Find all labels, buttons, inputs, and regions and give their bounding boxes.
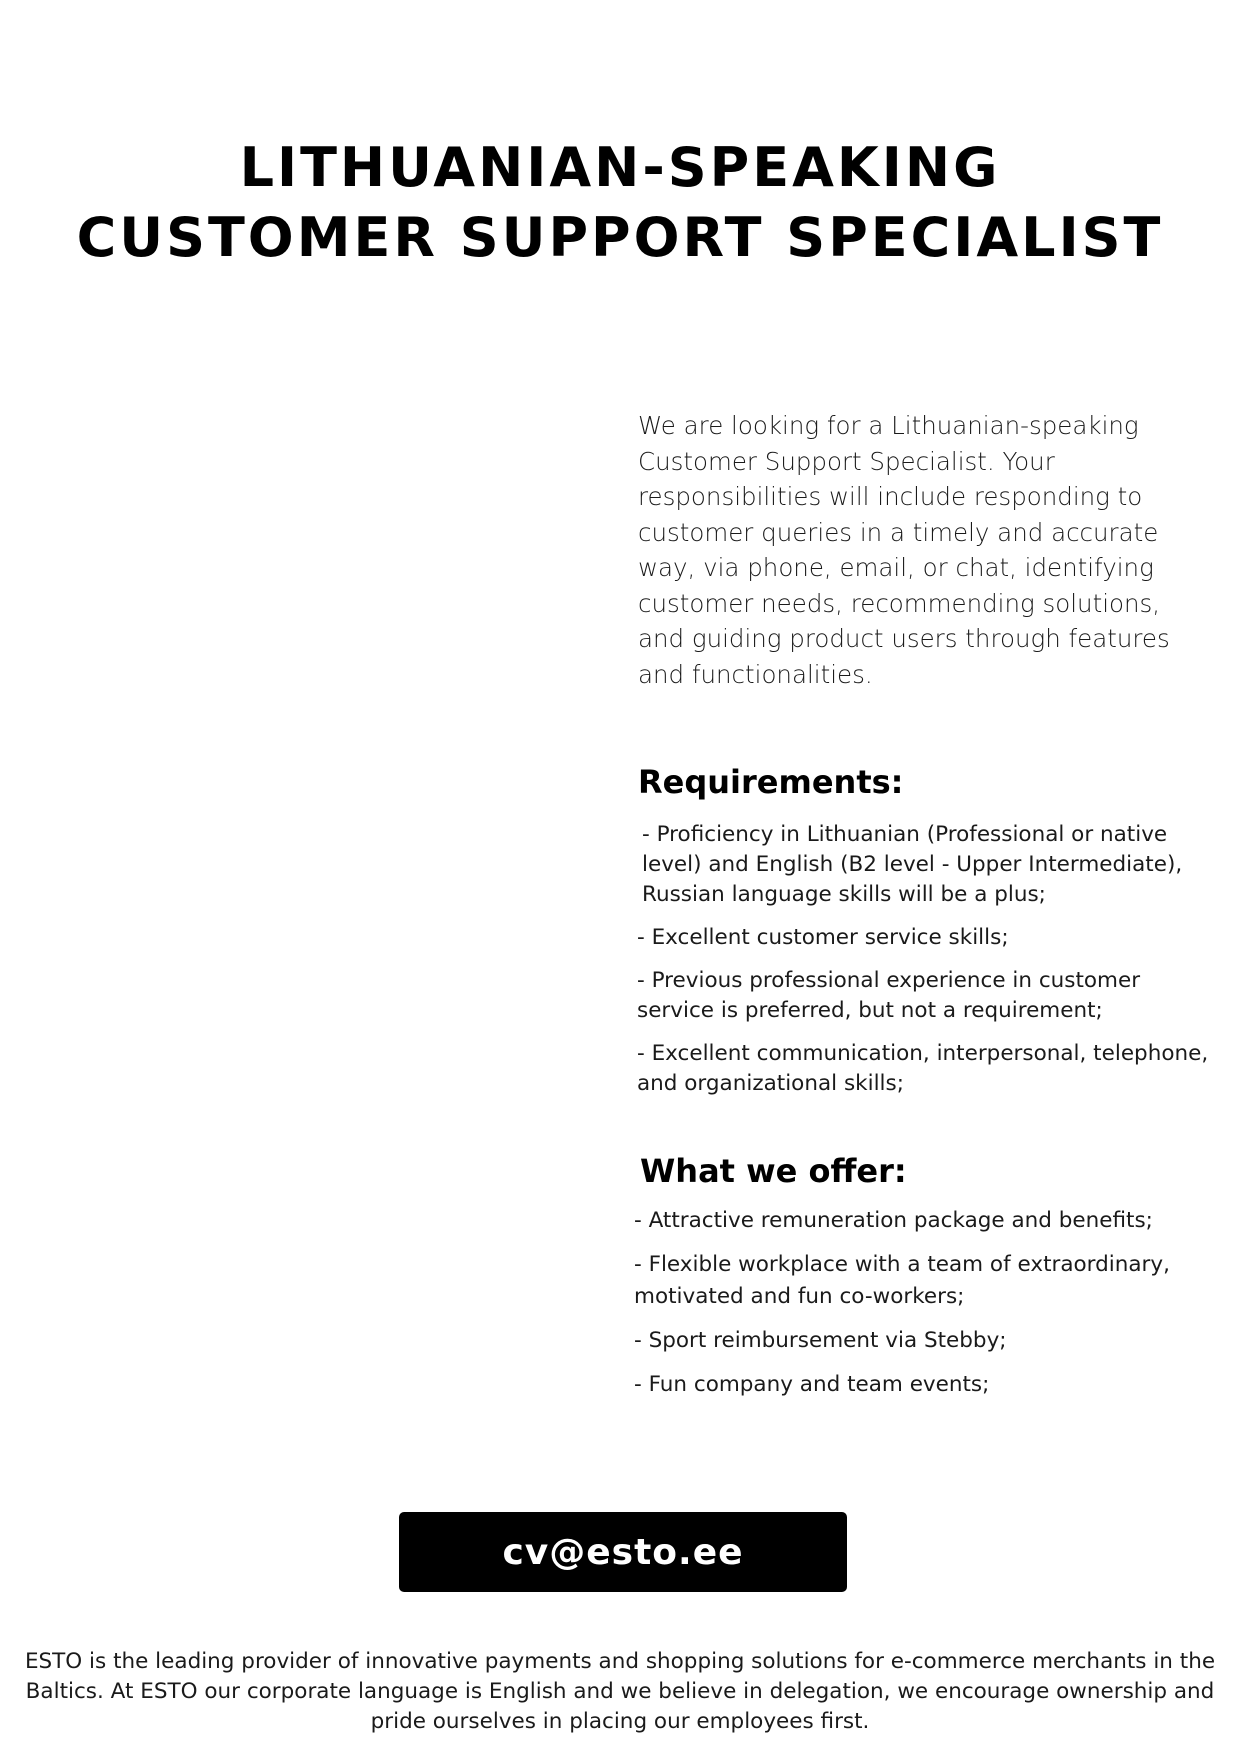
company-description: ESTO is the leading provider of innovative payments and shopping solutions for e-commerce merchants in the Baltics. At ESTO our corporate language is English and we believe in delegation, we encourage ownership and pride ourselves in placing our employees first. [24,1649,1216,1734]
requirement-item: - Proficiency in Lithuanian (Professional or native level) and English (B2 level - Upper Intermediate), Russian language skills will be a plus; [642,822,1183,907]
page-title [0,133,1240,273]
offer-list [634,1205,1224,1413]
offer-item: - Sport reimbursement via Stebby; [634,1328,1007,1353]
contact-email-button[interactable] [399,1512,847,1592]
requirement-item: - Excellent customer service skills; [637,925,1009,950]
offer-item: - Attractive remuneration package and benefits; [634,1208,1153,1233]
requirement-item: - Excellent communication, interpersonal, telephone, and organizational skills; [637,1041,1209,1096]
title-line-1: LITHUANIAN-SPEAKING [239,136,1001,199]
offer-heading: What we offer: [640,1152,907,1190]
requirements-heading: Requirements: [638,763,904,801]
offer-item: - Flexible workplace with a team of extraordinary, motivated and fun co-workers; [634,1252,1170,1309]
requirement-item: - Previous professional experience in customer service is preferred, but not a requirement; [637,968,1141,1023]
contact-email-label: cv@esto.ee [502,1531,744,1573]
intro-section [638,408,1208,692]
requirements-list [637,820,1217,1112]
title-line-2: CUSTOMER SUPPORT SPECIALIST [76,206,1164,269]
offer-item: - Fun company and team events; [634,1372,990,1397]
intro-paragraph: We are looking for a Lithuanian-speaking Customer Support Specialist. Your responsibilities will include responding to customer queries in a timely and accurate way, via phone, email, or chat, identifying customer needs, recommending solutions, and guiding product users through features and functionalities. [638,411,1170,689]
